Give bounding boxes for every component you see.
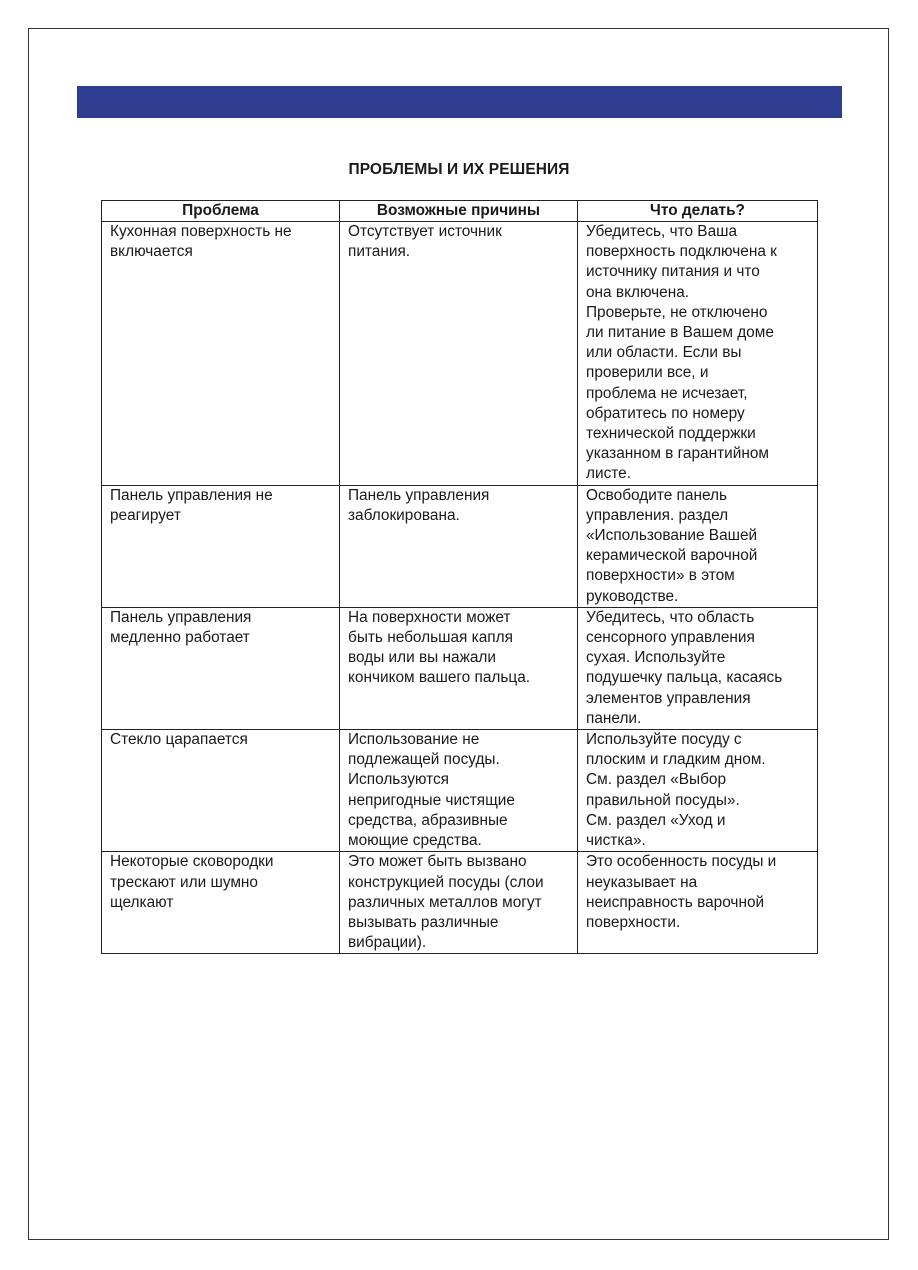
header-causes: Возможные причины (340, 201, 578, 222)
cell-cause: Панель управления заблокирована. (340, 485, 578, 607)
cell-cause: Использование не подлежащей посуды. Используются непригодные чистящие средства, абразивные моющие средства. (340, 730, 578, 852)
cell-action: Это особенность посуды и неуказывает на неисправность варочной поверхности. (578, 852, 818, 954)
cell-action: Освободите панель управления. раздел «Использование Вашей керамической варочной поверхности» в этом руководстве. (578, 485, 818, 607)
table-header-row (102, 201, 818, 222)
table-row (102, 852, 818, 954)
cell-action: Убедитесь, что Ваша поверхность подключена к источнику питания и что она включена. Проверьте, не отключено ли питание в Вашем доме или области. Если вы проверили все, и проблема не исчезает, обратитесь по номеру технической поддержки указанном в гарантийном листе. (578, 222, 818, 486)
cell-problem: Стекло царапается (102, 730, 340, 852)
header-band (77, 86, 842, 118)
table-row (102, 222, 818, 486)
cell-problem: Кухонная поверхность не включается (102, 222, 340, 486)
troubleshooting-table (101, 200, 818, 954)
table-row (102, 730, 818, 852)
cell-cause: Это может быть вызвано конструкцией посуды (слои различных металлов могут вызывать различные вибрации). (340, 852, 578, 954)
header-problem: Проблема (102, 201, 340, 222)
table-row (102, 485, 818, 607)
cell-problem: Панель управления не реагирует (102, 485, 340, 607)
table-row (102, 607, 818, 729)
cell-action: Убедитесь, что область сенсорного управления сухая. Используйте подушечку пальца, касаясь элементов управления панели. (578, 607, 818, 729)
cell-problem: Панель управления медленно работает (102, 607, 340, 729)
cell-action: Используйте посуду с плоским и гладким дном. См. раздел «Выбор правильной посуды». См. раздел «Уход и чистка». (578, 730, 818, 852)
cell-problem: Некоторые сковородки трескают или шумно щелкают (102, 852, 340, 954)
page-title: ПРОБЛЕМЫ И ИХ РЕШЕНИЯ (348, 161, 570, 178)
header-action: Что делать? (578, 201, 818, 222)
cell-cause: Отсутствует источник питания. (340, 222, 578, 486)
cell-cause: На поверхности может быть небольшая капля воды или вы нажали кончиком вашего пальца. (340, 607, 578, 729)
